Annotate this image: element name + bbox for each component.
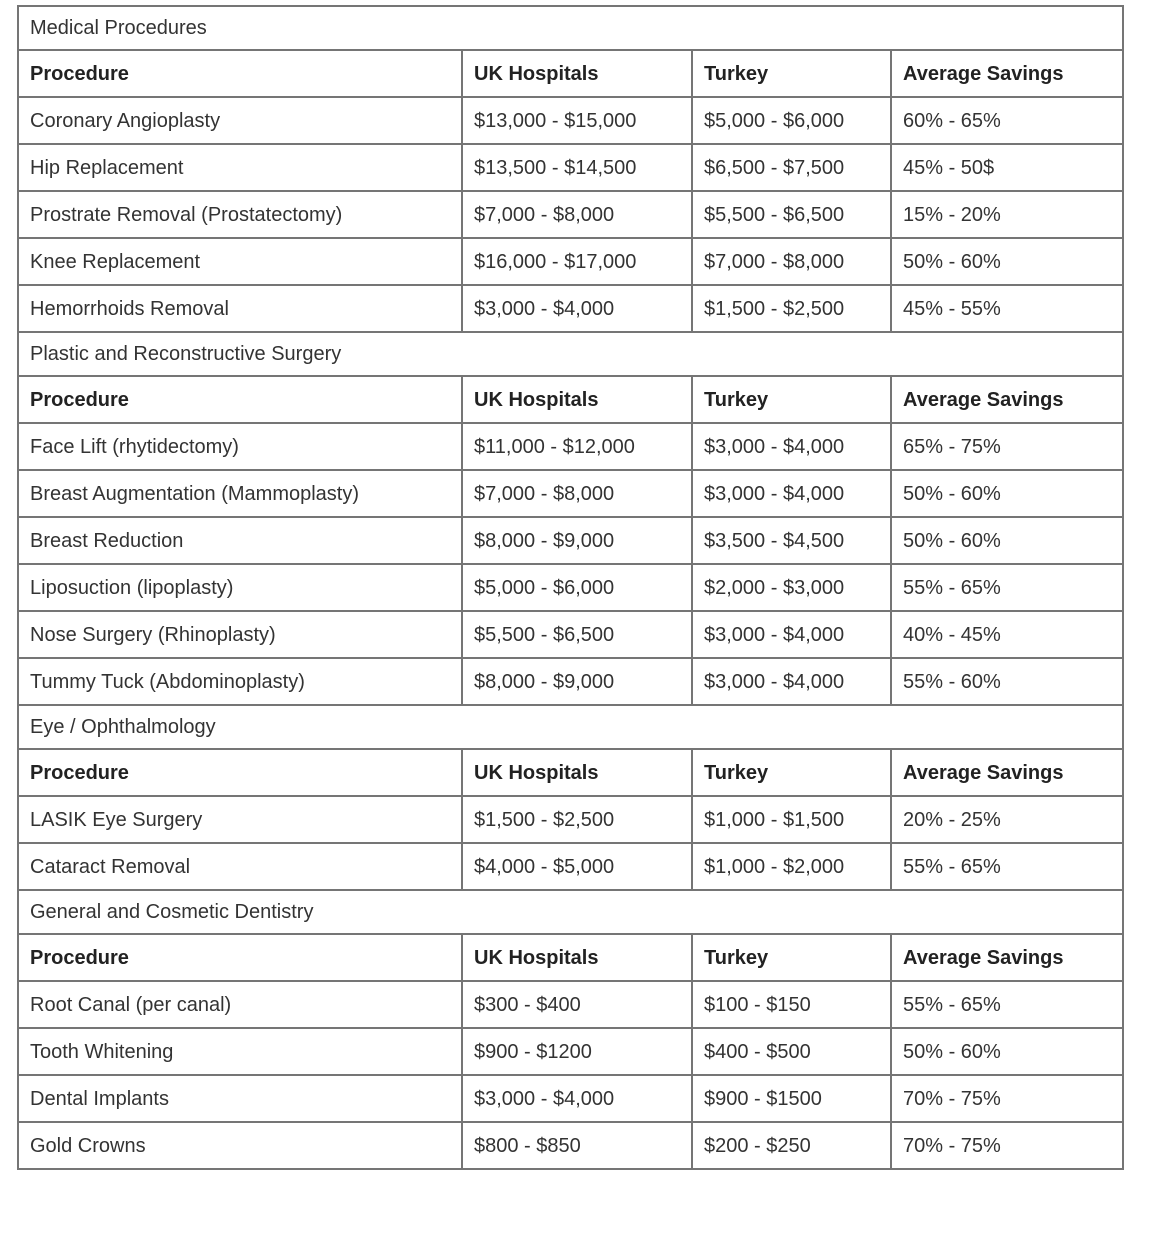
- savings-cell: 45% - 55%: [891, 285, 1123, 332]
- table-row: [18, 517, 1123, 564]
- column-header-row: [18, 50, 1123, 97]
- column-header-procedure: Procedure: [18, 376, 462, 423]
- procedure-cell: Root Canal (per canal): [18, 981, 462, 1028]
- turkey-price-cell: $1,500 - $2,500: [692, 285, 891, 332]
- savings-cell: 65% - 75%: [891, 423, 1123, 470]
- savings-cell: 20% - 25%: [891, 796, 1123, 843]
- turkey-price-cell: $100 - $150: [692, 981, 891, 1028]
- table-row: [18, 981, 1123, 1028]
- column-header-average-savings: Average Savings: [891, 50, 1123, 97]
- column-header-row: [18, 376, 1123, 423]
- column-header-uk-hospitals: UK Hospitals: [462, 934, 692, 981]
- uk-price-cell: $5,500 - $6,500: [462, 611, 692, 658]
- uk-price-cell: $7,000 - $8,000: [462, 470, 692, 517]
- section-title: Eye / Ophthalmology: [18, 705, 1123, 749]
- turkey-price-cell: $3,000 - $4,000: [692, 423, 891, 470]
- column-header-turkey: Turkey: [692, 376, 891, 423]
- turkey-price-cell: $1,000 - $2,000: [692, 843, 891, 890]
- savings-cell: 55% - 65%: [891, 564, 1123, 611]
- uk-price-cell: $13,500 - $14,500: [462, 144, 692, 191]
- procedure-cell: LASIK Eye Surgery: [18, 796, 462, 843]
- uk-price-cell: $13,000 - $15,000: [462, 97, 692, 144]
- turkey-price-cell: $3,000 - $4,000: [692, 658, 891, 705]
- procedure-cell: Nose Surgery (Rhinoplasty): [18, 611, 462, 658]
- table-row: [18, 285, 1123, 332]
- table-body: [18, 6, 1123, 1169]
- section-title-row: [18, 6, 1123, 50]
- table-row: [18, 191, 1123, 238]
- table-row: [18, 843, 1123, 890]
- column-header-turkey: Turkey: [692, 50, 891, 97]
- table-row: [18, 97, 1123, 144]
- table-row: [18, 470, 1123, 517]
- turkey-price-cell: $200 - $250: [692, 1122, 891, 1169]
- section-title: General and Cosmetic Dentistry: [18, 890, 1123, 934]
- procedure-cell: Tummy Tuck (Abdominoplasty): [18, 658, 462, 705]
- section-title: Medical Procedures: [18, 6, 1123, 50]
- procedure-cell: Breast Reduction: [18, 517, 462, 564]
- uk-price-cell: $4,000 - $5,000: [462, 843, 692, 890]
- uk-price-cell: $1,500 - $2,500: [462, 796, 692, 843]
- procedure-cell: Cataract Removal: [18, 843, 462, 890]
- turkey-price-cell: $3,000 - $4,000: [692, 470, 891, 517]
- uk-price-cell: $8,000 - $9,000: [462, 517, 692, 564]
- procedure-cell: Hip Replacement: [18, 144, 462, 191]
- savings-cell: 70% - 75%: [891, 1075, 1123, 1122]
- table-row: [18, 1028, 1123, 1075]
- column-header-row: [18, 934, 1123, 981]
- column-header-turkey: Turkey: [692, 749, 891, 796]
- uk-price-cell: $16,000 - $17,000: [462, 238, 692, 285]
- procedure-cell: Tooth Whitening: [18, 1028, 462, 1075]
- table-row: [18, 1075, 1123, 1122]
- column-header-uk-hospitals: UK Hospitals: [462, 749, 692, 796]
- turkey-price-cell: $3,000 - $4,000: [692, 611, 891, 658]
- savings-cell: 50% - 60%: [891, 517, 1123, 564]
- turkey-price-cell: $400 - $500: [692, 1028, 891, 1075]
- procedure-cell: Gold Crowns: [18, 1122, 462, 1169]
- procedure-cell: Hemorrhoids Removal: [18, 285, 462, 332]
- savings-cell: 55% - 65%: [891, 843, 1123, 890]
- savings-cell: 40% - 45%: [891, 611, 1123, 658]
- table-row: [18, 564, 1123, 611]
- uk-price-cell: $300 - $400: [462, 981, 692, 1028]
- table-row: [18, 423, 1123, 470]
- turkey-price-cell: $1,000 - $1,500: [692, 796, 891, 843]
- column-header-procedure: Procedure: [18, 749, 462, 796]
- procedure-cell: Coronary Angioplasty: [18, 97, 462, 144]
- table-row: [18, 611, 1123, 658]
- uk-price-cell: $5,000 - $6,000: [462, 564, 692, 611]
- savings-cell: 55% - 65%: [891, 981, 1123, 1028]
- section-title-row: [18, 705, 1123, 749]
- turkey-price-cell: $5,500 - $6,500: [692, 191, 891, 238]
- procedure-cell: Prostrate Removal (Prostatectomy): [18, 191, 462, 238]
- section-title-row: [18, 890, 1123, 934]
- savings-cell: 70% - 75%: [891, 1122, 1123, 1169]
- column-header-uk-hospitals: UK Hospitals: [462, 50, 692, 97]
- column-header-procedure: Procedure: [18, 934, 462, 981]
- uk-price-cell: $8,000 - $9,000: [462, 658, 692, 705]
- column-header-average-savings: Average Savings: [891, 749, 1123, 796]
- column-header-procedure: Procedure: [18, 50, 462, 97]
- uk-price-cell: $800 - $850: [462, 1122, 692, 1169]
- section-title: Plastic and Reconstructive Surgery: [18, 332, 1123, 376]
- column-header-average-savings: Average Savings: [891, 376, 1123, 423]
- uk-price-cell: $11,000 - $12,000: [462, 423, 692, 470]
- table-row: [18, 1122, 1123, 1169]
- uk-price-cell: $7,000 - $8,000: [462, 191, 692, 238]
- procedure-cell: Liposuction (lipoplasty): [18, 564, 462, 611]
- turkey-price-cell: $5,000 - $6,000: [692, 97, 891, 144]
- medical-cost-comparison-table: [17, 5, 1124, 1170]
- procedure-cell: Face Lift (rhytidectomy): [18, 423, 462, 470]
- savings-cell: 45% - 50$: [891, 144, 1123, 191]
- procedure-cell: Dental Implants: [18, 1075, 462, 1122]
- savings-cell: 50% - 60%: [891, 1028, 1123, 1075]
- procedure-cell: Knee Replacement: [18, 238, 462, 285]
- turkey-price-cell: $3,500 - $4,500: [692, 517, 891, 564]
- savings-cell: 50% - 60%: [891, 238, 1123, 285]
- savings-cell: 15% - 20%: [891, 191, 1123, 238]
- savings-cell: 55% - 60%: [891, 658, 1123, 705]
- turkey-price-cell: $900 - $1500: [692, 1075, 891, 1122]
- turkey-price-cell: $2,000 - $3,000: [692, 564, 891, 611]
- turkey-price-cell: $7,000 - $8,000: [692, 238, 891, 285]
- column-header-turkey: Turkey: [692, 934, 891, 981]
- column-header-uk-hospitals: UK Hospitals: [462, 376, 692, 423]
- uk-price-cell: $3,000 - $4,000: [462, 285, 692, 332]
- uk-price-cell: $900 - $1200: [462, 1028, 692, 1075]
- section-title-row: [18, 332, 1123, 376]
- procedure-cell: Breast Augmentation (Mammoplasty): [18, 470, 462, 517]
- column-header-average-savings: Average Savings: [891, 934, 1123, 981]
- column-header-row: [18, 749, 1123, 796]
- uk-price-cell: $3,000 - $4,000: [462, 1075, 692, 1122]
- table-row: [18, 796, 1123, 843]
- savings-cell: 50% - 60%: [891, 470, 1123, 517]
- table-row: [18, 658, 1123, 705]
- turkey-price-cell: $6,500 - $7,500: [692, 144, 891, 191]
- table-row: [18, 144, 1123, 191]
- savings-cell: 60% - 65%: [891, 97, 1123, 144]
- table-row: [18, 238, 1123, 285]
